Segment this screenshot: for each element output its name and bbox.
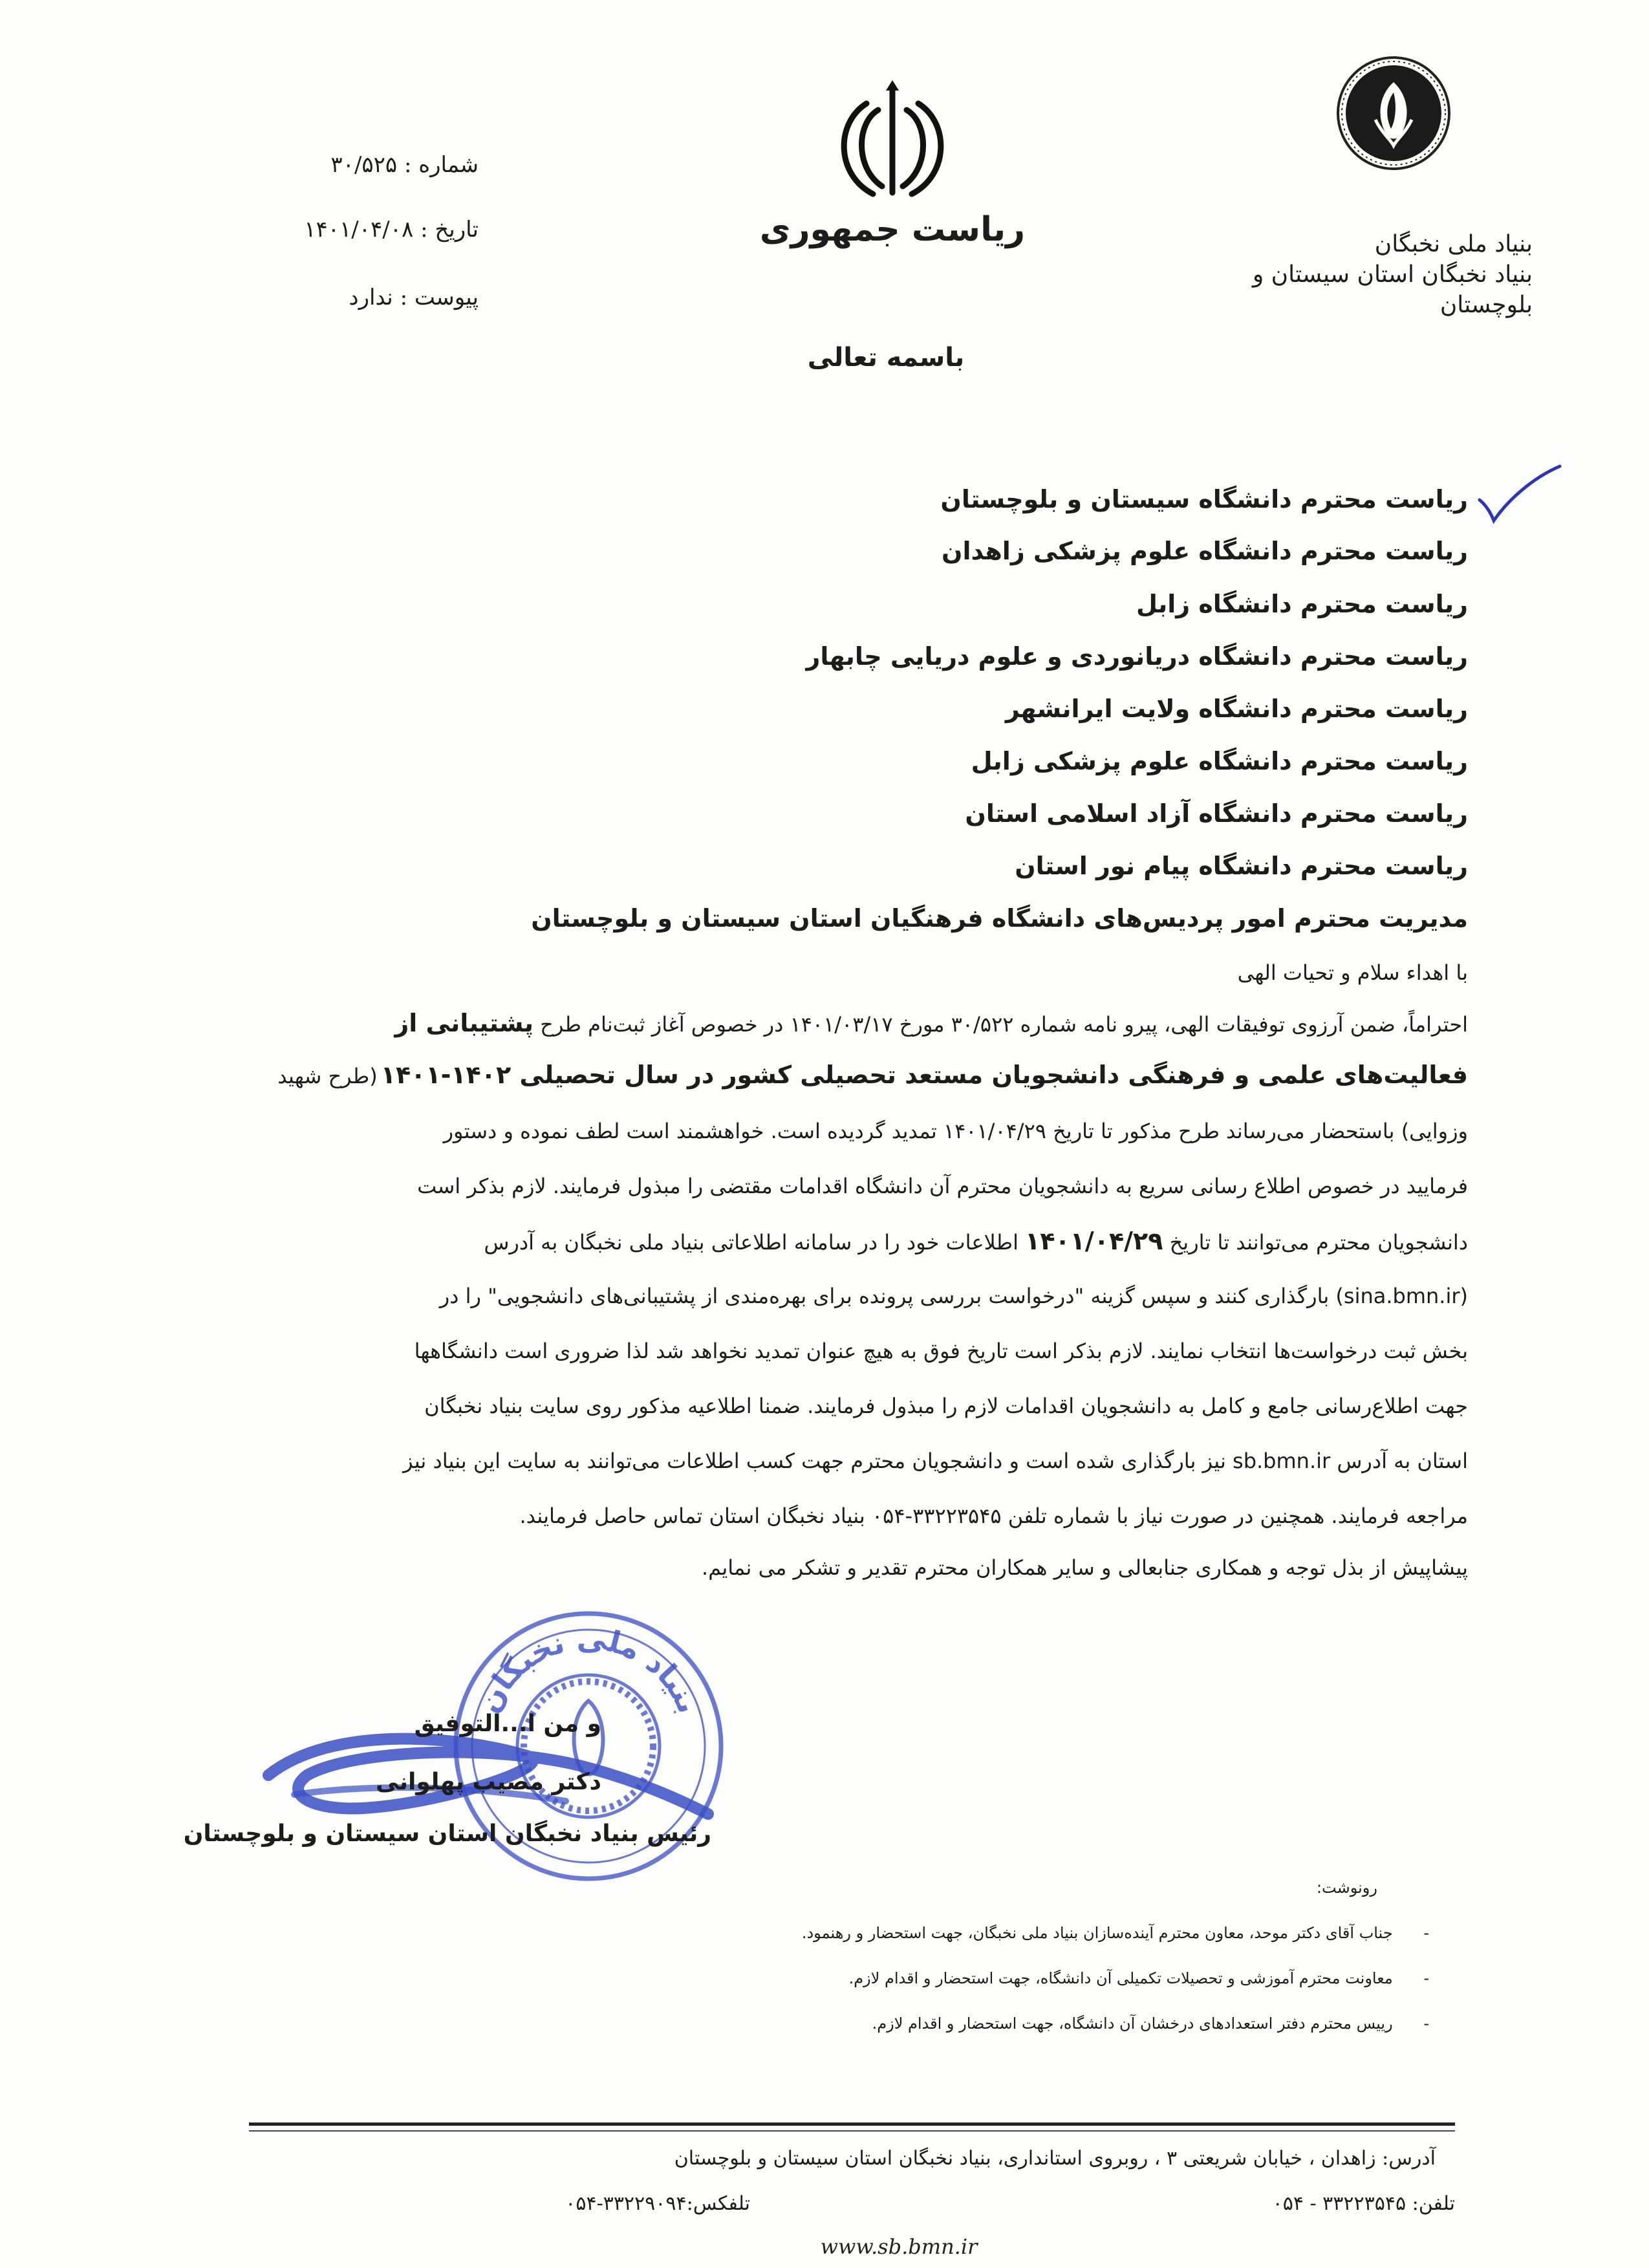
letter-number [246, 152, 479, 178]
body-line-5-bold: ۱۴۰۱/۰۴/۲۹ [1025, 1227, 1163, 1255]
body-line-6: (sina.bmn.ir) بارگذاری کنند و سپس گزینه "درخواست بررسی پرونده برای بهره‌مندی از پشتیبانی‌های دانشجویی" را در [439, 1284, 1468, 1308]
body-line-4: فرمایید در خصوص اطلاع رسانی سریع به دانشجویان محترم آن دانشگاه اقدامات مقتضی را مبذول فرمایند. لازم بذکر است [417, 1174, 1468, 1198]
recipient-6: ریاست محترم دانشگاه علوم پزشکی زابل [971, 747, 1468, 775]
check-mark [1474, 462, 1565, 527]
footer-divider [249, 2122, 1455, 2126]
stamp-text: بنیاد ملی نخبگان [470, 1621, 707, 1718]
letter-date [220, 217, 479, 243]
recipient-9: مدیریت محترم امور پردیس‌های دانشگاه فرهنگیان استان سیستان و بلوچستان [531, 904, 1468, 933]
organization-name [1209, 230, 1533, 320]
cc-item-1 [459, 1924, 1429, 1942]
signature-title: رئیس بنیاد نخبگان استان سیستان و بلوچستان [183, 1820, 711, 1847]
body-line-5 [162, 1227, 1468, 1257]
org-line-3: بلوچستان [1439, 291, 1533, 318]
footer-fax: تلفکس:۳۳۲۲۹۰۹۴-۰۵۴ [565, 2192, 750, 2215]
body-line-2-bold: فعالیت‌های علمی و فرهنگی دانشجویان مستعد تحصیلی کشور در سال تحصیلی ۱۴۰۲-۱۴۰۱ [380, 1061, 1468, 1089]
cc-dash-2: - [1423, 1969, 1429, 1987]
cc-item-2 [459, 1969, 1429, 1987]
greeting: با اهداء سلام و تحیات الهی [1237, 960, 1468, 985]
body-line-5-text-a: دانشجویان محترم می‌توانند تا تاریخ [1169, 1230, 1468, 1255]
body-line-11: پیشاپیش از بذل توجه و همکاری جنابعالی و سایر همکاران محترم تقدیر و تشکر می نمایم. [701, 1555, 1468, 1580]
footer-address: آدرس: زاهدان ، خیابان شریعتی ۳ ، روبروی استانداری، بنیاد نخبگان استان سیستان و بلوچستان [674, 2147, 1436, 2170]
cc-dash-1: - [1423, 1924, 1429, 1942]
cc-dash-3: - [1423, 2014, 1429, 2033]
body-line-1-bold: پشتیبانی از [394, 1009, 534, 1037]
body-line-1 [162, 1009, 1468, 1039]
body-line-1-text: احتراماً، ضمن آرزوی توفیقات الهی، پیرو نامه شماره ۳۰/۵۲۲ مورخ ۱۴۰۱/۰۳/۱۷ در خصوص آغاز ثبت‌نام طرح [540, 1012, 1468, 1037]
date-value: ۱۴۰۱/۰۴/۰۸ [304, 217, 414, 243]
recipient-1: ریاست محترم دانشگاه سیستان و بلوچستان [940, 485, 1468, 513]
body-line-7: بخش ثبت درخواست‌ها انتخاب نمایند. لازم بذکر است تاریخ فوق به هیچ عنوان تمدید نخواهد شد لذا ضروری است دانشگاهها [414, 1339, 1468, 1363]
footer-phone: تلفن: ۳۳۲۲۳۵۴۵ - ۰۵۴ [1272, 2192, 1455, 2215]
cc-item-1-text: جناب آقای دکتر موحد، معاون محترم آینده‌سازان بنیاد ملی نخبگان، جهت استحضار و رهنمود. [801, 1924, 1393, 1942]
body-line-5-text-b: اطلاعات خود را در سامانه اطلاعاتی بنیاد ملی نخبگان به آدرس [484, 1230, 1018, 1255]
signature-name: دکتر مصیب پهلوانی [376, 1769, 601, 1795]
recipient-4: ریاست محترم دانشگاه دریانوردی و علوم دریایی چابهار [806, 642, 1468, 671]
org-line-1: بنیاد ملی نخبگان [1374, 231, 1533, 257]
body-line-9: استان به آدرس sb.bmn.ir نیز بارگذاری شده است و دانشجویان محترم جهت کسب اطلاعات می‌توانند به سایت این بنیاد نیز [403, 1449, 1468, 1473]
footer-website[interactable]: www.sb.bmn.ir [820, 2234, 978, 2259]
attachment-value: ندارد [349, 285, 393, 310]
cc-item-3-text: رییس محترم دفتر استعدادهای درخشان آن دانشگاه، جهت استحضار و اقدام لازم. [872, 2014, 1393, 2033]
recipient-5: ریاست محترم دانشگاه ولایت ایرانشهر [1005, 695, 1468, 723]
presidency-title: ریاست جمهوری [759, 210, 1026, 249]
body-line-2 [162, 1061, 1468, 1089]
iran-emblem-icon [828, 78, 957, 200]
iran-emblem [828, 78, 957, 200]
date-label: تاریخ : [420, 217, 479, 243]
body-line-2-text: (طرح شهید [277, 1064, 378, 1088]
org-line-2: بنیاد نخبگان استان سیستان و [1252, 261, 1533, 288]
number-value: ۳۰/۵۲۵ [330, 152, 398, 178]
cc-item-2-text: معاونت محترم آموزشی و تحصیلات تکمیلی آن دانشگاه، جهت استحضار و اقدام لازم. [848, 1969, 1393, 1987]
foundation-logo [1335, 55, 1452, 171]
foundation-logo-icon [1335, 55, 1452, 171]
body-line-10: مراجعه فرمایند. همچنین در صورت نیاز با شماره تلفن ۳۳۲۲۳۵۴۵-۰۵۴ بنیاد نخبگان استان تماس حاصل فرمایند. [519, 1504, 1468, 1528]
recipient-8: ریاست محترم دانشگاه پیام نور استان [1015, 852, 1468, 880]
recipient-3: ریاست محترم دانشگاه زابل [1136, 590, 1468, 618]
body-line-8: جهت اطلاع‌رسانی جامع و کامل به دانشجویان اقدامات لازم را مبذول فرمایند. ضمنا اطلاعیه مذکور روی سایت بنیاد نخبگان [424, 1394, 1468, 1418]
invocation: باسمه تعالی [807, 343, 965, 373]
check-mark-icon [1474, 462, 1565, 527]
signature-closing: و من ا...التوفیق [414, 1711, 601, 1737]
letter-attachment [246, 285, 479, 311]
cc-item-3 [459, 2014, 1429, 2033]
recipient-7: ریاست محترم دانشگاه آزاد اسلامی استان [965, 799, 1468, 828]
attachment-label: پیوست : [400, 285, 479, 310]
footer-divider-thin [249, 2130, 1455, 2132]
number-label: شماره : [404, 152, 479, 178]
body-line-3: وزوایی) باستحضار می‌رساند طرح مذکور تا تاریخ ۱۴۰۱/۰۴/۲۹ تمدید گردیده است. خواهشمند است لطف نموده و دستور [443, 1119, 1468, 1143]
recipient-2: ریاست محترم دانشگاه علوم پزشکی زاهدان [942, 537, 1468, 565]
cc-heading: رونوشت: [1316, 1879, 1377, 1897]
